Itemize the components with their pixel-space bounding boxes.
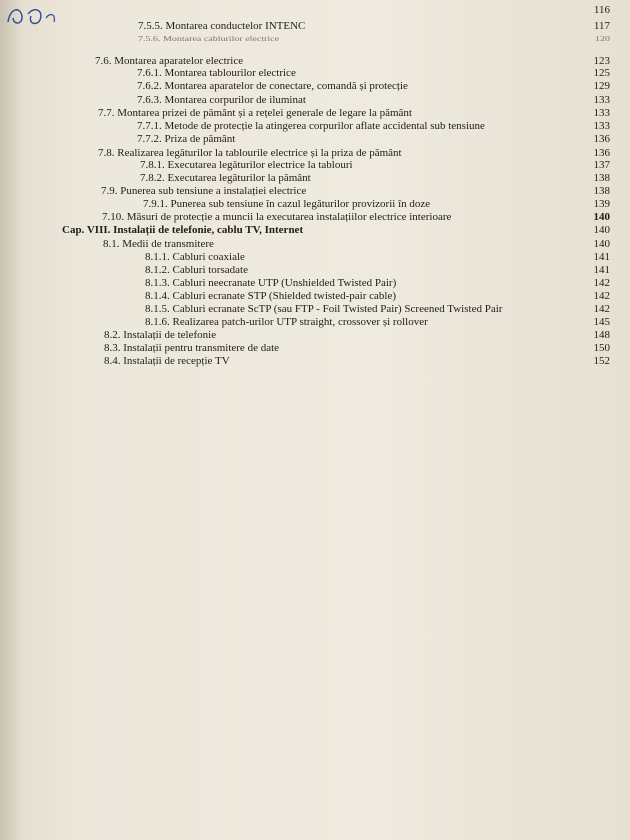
toc-entry-title: 7.7.2. Priza de pământ [137,133,236,145]
toc-entry-page: 125 [593,67,610,79]
toc-entry-title: 8.1.3. Cabluri neecranate UTP (Unshielded Twisted Pair) [145,277,397,289]
toc-entry-title: 8.2. Instalații de telefonie [104,329,217,341]
toc-entry-page: 133 [593,107,610,119]
toc-entry-page: 138 [593,185,610,197]
toc-entry-title: 7.9. Punerea sub tensiune a instalației electrice [101,185,307,197]
toc-entry-page: 136 [593,147,610,159]
toc-entry [0,20,630,34]
toc-entry-page: 152 [593,355,610,367]
toc-entry-title: 8.1.4. Cabluri ecranate STP (Shielded twisted-pair cable) [145,290,396,302]
toc-entry [0,303,630,317]
toc-entry [0,4,630,18]
toc-entry-title: 7.8. Realizarea legăturilor la tablourile electrice și la priza de pământ [98,147,402,159]
toc-entry [0,329,630,343]
toc-entry-page: 120 [595,34,610,43]
toc-entry-title: 7.8.1. Executarea legăturilor electrice la tablouri [140,159,353,171]
toc-entry [0,198,630,212]
toc-entry-page: 133 [593,120,610,132]
toc-entry-page: 150 [593,342,610,354]
toc-entry-title: 7.8.2. Executarea legăturilor la pământ [140,172,311,184]
toc-entry-title: 7.6.3. Montarea corpurilor de iluminat [137,94,306,106]
toc-entry [0,120,630,134]
toc-entry-page: 145 [593,316,610,328]
toc-entry [0,133,630,147]
toc-entry-page: 140 [593,238,610,250]
toc-entry [0,172,630,186]
toc-entry [0,211,630,225]
toc-entry-page: 117 [593,20,610,32]
toc-entry-page: 141 [593,264,610,276]
toc-entry [0,107,630,121]
toc-entry [0,277,630,291]
toc-entry [0,251,630,265]
toc-entry [0,264,630,278]
toc-entry-page: 140 [593,224,610,236]
toc-entry-title: 7.10. Măsuri de protecție a muncii la executarea instalațiilor electrice interioare [102,211,452,223]
toc-entry-page: 142 [593,277,610,289]
toc-entry [0,290,630,304]
toc-entry-page: 142 [593,290,610,302]
toc-entry-title: 7.5.6. Montarea cablurilor electrice [138,34,280,43]
toc-entry-title: 8.1.2. Cabluri torsadate [145,264,248,276]
toc-entry-page: 123 [593,55,610,67]
toc-entry-page: 139 [593,198,610,210]
toc-entry-page: 136 [593,133,610,145]
toc-entry-title: 8.1.1. Cabluri coaxiale [145,251,245,263]
toc-entry [0,67,630,81]
toc-entry [0,342,630,356]
toc-entry [0,238,630,252]
toc-chapter-entry [0,224,630,238]
toc-entry-page: 129 [593,80,610,92]
toc-entry [0,355,630,369]
toc-entry [0,94,630,108]
toc-entry-page: 140 [593,211,610,223]
toc-entry-title: 8.3. Instalații pentru transmitere de date [104,342,280,354]
toc-entry-page: 116 [593,4,610,16]
toc-entry-title: Cap. VIII. Instalații de telefonie, cablu TV, Internet [62,224,304,236]
toc-entry-title: 7.9.1. Punerea sub tensiune în cazul legăturilor provizorii în doze [143,198,431,210]
toc-entry-title: 7.6. Montarea aparatelor electrice [95,55,244,67]
toc-entry-page: 142 [593,303,610,315]
toc-entry-page: 141 [593,251,610,263]
toc-entry-title: 7.7. Montarea prizei de pământ și a rețelei generale de legare la pământ [98,107,412,119]
toc-entry [0,316,630,330]
toc-entry-page: 133 [593,94,610,106]
toc-entry-title: 7.6.2. Montarea aparatelor de conectare, comandă și protecție [137,80,408,92]
toc-entry-title: 7.6.1. Montarea tablourilor electrice [137,67,296,79]
toc-entry-title: 8.1.5. Cabluri ecranate ScTP (sau FTP - Foil Twisted Pair) Screened Twisted Pair [145,303,503,315]
toc-entry-page: 148 [593,329,610,341]
toc-entry-title: 7.5.5. Montarea conductelor INTENC [138,20,306,32]
toc-entry [0,80,630,94]
toc-entry-title: 8.1.6. Realizarea patch-urilor UTP straight, crossover și rollover [145,316,428,328]
toc-entry-title: 8.1. Medii de transmitere [103,238,214,250]
toc-entry [0,34,630,45]
toc-entry-title: 7.7.1. Metode de protecție la atingerea corpurilor aflate accidental sub tensiune [137,120,485,132]
toc-entry-page: 137 [593,159,610,171]
toc-entry [0,159,630,173]
toc-entry-title: 8.4. Instalații de recepție TV [104,355,230,367]
toc-entry-page: 138 [593,172,610,184]
toc-entry [0,185,630,199]
